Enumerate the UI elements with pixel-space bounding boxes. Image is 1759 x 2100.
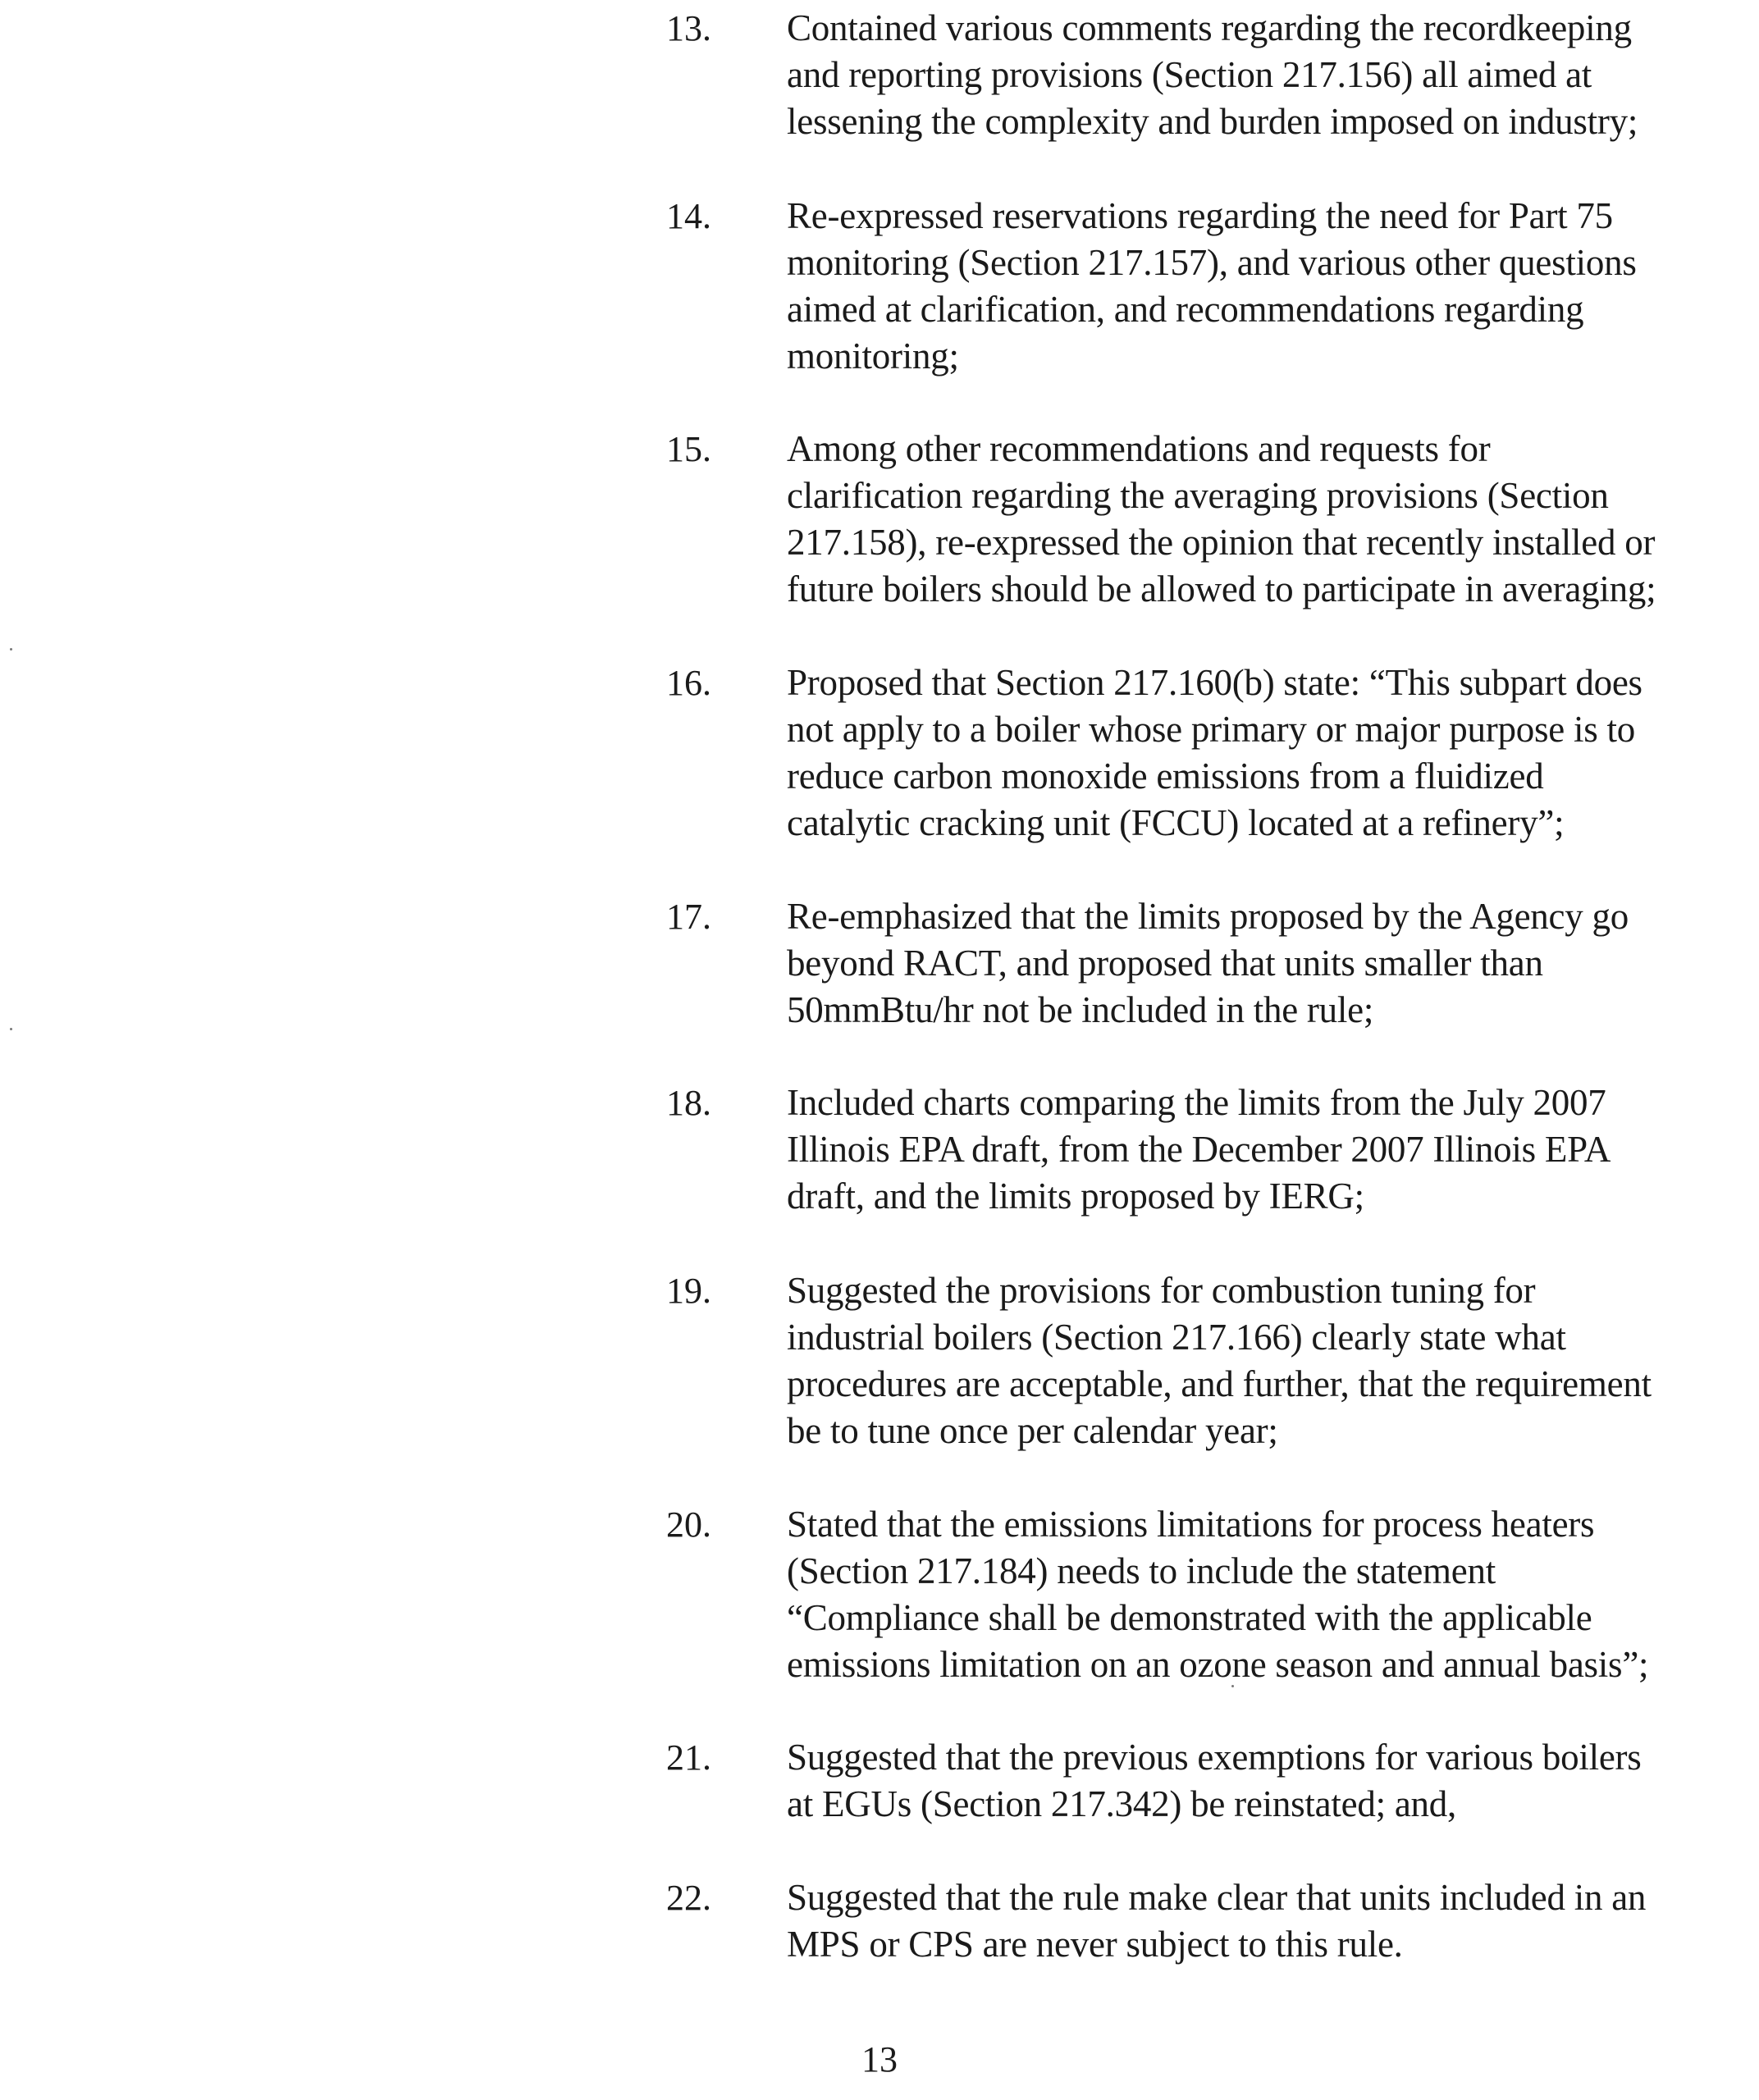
item-text: Among other recommendations and requests for clarification regarding the averaging provisions (Section 217.158), re-expressed the opinion that recently installed or future boilers should be allowed to participate in averaging; (787, 428, 1656, 609)
item-number: 19. (666, 1271, 711, 1311)
item-number: 22. (666, 1878, 711, 1918)
page-number: 13 (861, 2039, 898, 2079)
item-text: Suggested that the previous exemptions for various boilers at EGUs (Section 217.342) be reinstated; and, (787, 1737, 1642, 1824)
scan-speck (10, 648, 12, 651)
item-number: 17. (666, 897, 711, 937)
item-number: 13. (666, 8, 711, 48)
item-text: Suggested the provisions for combustion tuning for industrial boilers (Section 217.166) clearly state what procedures are acceptable, and further, that the requirement be to tune once per calendar year; (787, 1270, 1652, 1451)
item-text: Re-emphasized that the limits proposed by the Agency go beyond RACT, and proposed that units smaller than 50mmBtu/hr not be included in the rule; (787, 896, 1629, 1030)
scan-speck (1231, 1685, 1234, 1687)
item-text: Proposed that Section 217.160(b) state: “This subpart does not apply to a boiler whose primary or major purpose is to reduce carbon monoxide emissions from a fluidized catalytic cracking unit (FCCU) located at a refinery”; (787, 662, 1642, 843)
item-text: Suggested that the rule make clear that units included in an MPS or CPS are never subject to this rule. (787, 1877, 1647, 1965)
item-text: Included charts comparing the limits from the July 2007 Illinois EPA draft, from the December 2007 Illinois EPA draft, and the limits proposed by IERG; (787, 1082, 1611, 1217)
item-number: 15. (666, 429, 711, 469)
item-number: 20. (666, 1504, 711, 1545)
item-number: 14. (666, 196, 711, 236)
item-number: 18. (666, 1083, 711, 1123)
item-number: 16. (666, 663, 711, 703)
item-text: Stated that the emissions limitations for process heaters (Section 217.184) needs to include the statement “Compliance shall be demonstrated with the applicable emissions limitation on an ozone season and annual basis”; (787, 1504, 1649, 1685)
scan-speck (10, 1028, 12, 1030)
item-text: Contained various comments regarding the recordkeeping and reporting provisions (Section 217.156) all aimed at lessening the complexity and burden imposed on industry; (787, 7, 1638, 142)
item-number: 21. (666, 1737, 711, 1778)
item-text: Re-expressed reservations regarding the need for Part 75 monitoring (Section 217.157), and various other questions aimed at clarification, and recommendations regarding monitoring; (787, 195, 1637, 377)
